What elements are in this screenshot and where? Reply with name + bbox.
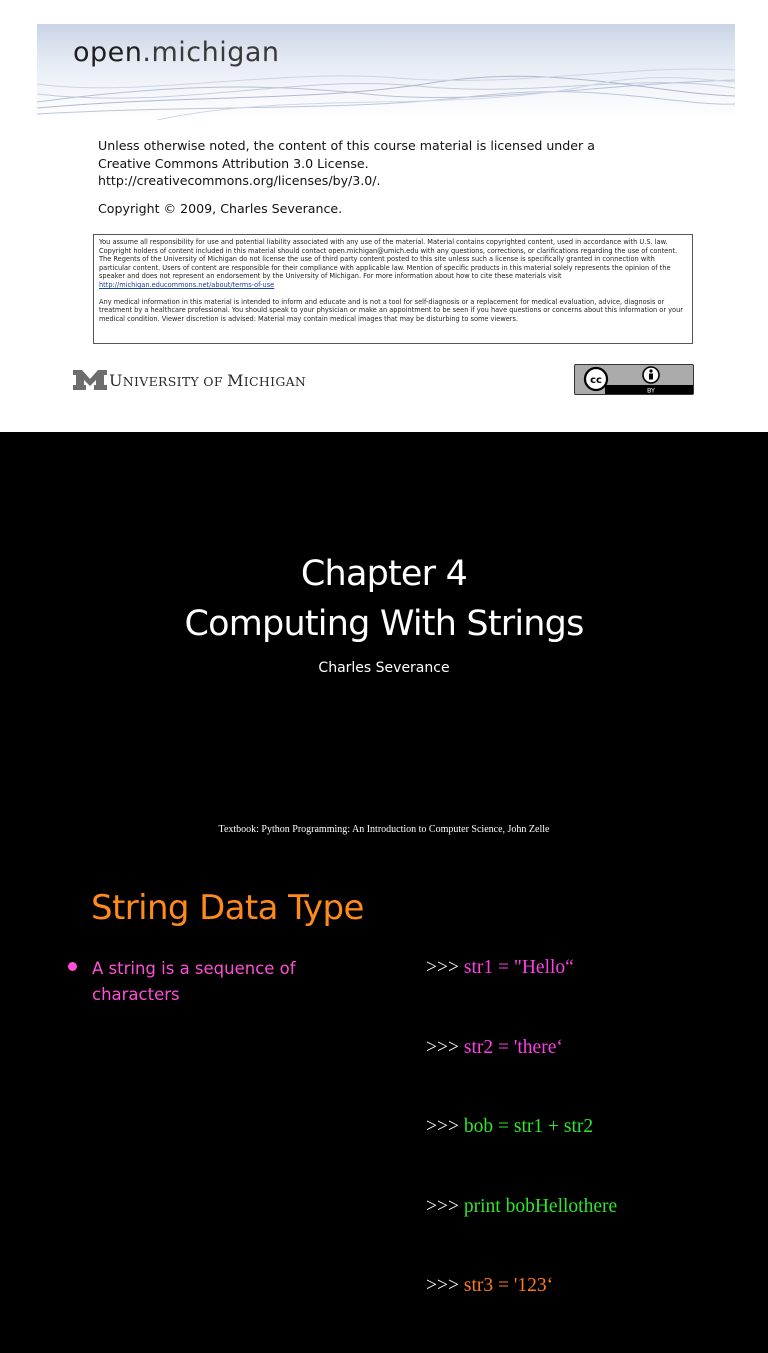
code-prompt: >>>: [426, 1036, 464, 1058]
bullet-point: [68, 956, 342, 1008]
code-prompt: >>>: [426, 957, 464, 978]
disclaimer-box: [93, 234, 693, 344]
terms-of-use-link[interactable]: http://michigan.educommons.net/about/terms-of-use: [99, 280, 275, 289]
license-statement: [98, 137, 698, 190]
disclaimer-paragraph-2: Any medical information in this material is intended to inform and educate and is not a tool for self-diagnosis or a replacement for medical evaluation, advice, diagnosis or treatment by a healthcare professional. You should speak to your physician or make an appointment to be seen if you have questions or concerns about this information or your medical condition. Viewer discretion is advised: Material may contain medical images that may be disturbing to some viewers.: [99, 297, 683, 323]
open-michigan-logo: [73, 37, 280, 68]
code-sample: [426, 902, 617, 1353]
university-of-michigan-logo: [73, 370, 306, 390]
logo-michigan: .michigan: [142, 37, 280, 68]
license-line-1: Unless otherwise noted, the content of this course material is licensed under a: [98, 138, 595, 153]
chapter-name: Computing With Strings: [184, 604, 584, 644]
block-m-icon: [73, 370, 107, 390]
code-line: [426, 1194, 617, 1221]
code-text: str1 = "Hello“: [463, 957, 574, 978]
textbook-reference: Textbook: Python Programming: An Introduction to Computer Science, John Zelle: [218, 824, 550, 835]
university-name: UNIVERSITY OF MICHIGAN: [109, 370, 307, 390]
code-text: bob = str1 + str2: [463, 1116, 594, 1137]
code-prompt: >>>: [426, 1275, 464, 1296]
code-line: [426, 955, 617, 982]
by-label: BY: [646, 386, 656, 394]
disclaimer-text-1: You assume all responsibility for use and potential liability associated with any use of the material. Material contains copyrighted content, used in accordance with U.S. law. Copyright holders of content included in this material should contact open.michigan@umich.edu with any questions, corrections, or clarifications regarding the use of content. The Regents of the University of Michigan do not license the use of third party content posted to this site unless such a license is specifically granted in connection with particular content. Users of content are responsible for their compliance with applicable law. Mention of specific products in this material solely represents the opinion of the speaker and does not represent an endorsement by the University of Michigan. For more information about how to cite these materials visit: [99, 238, 678, 281]
open-michigan-banner: [37, 24, 735, 120]
author-name: Charles Severance: [318, 660, 450, 676]
bullet-dot-icon: [68, 962, 77, 971]
creative-commons-by-badge[interactable]: [574, 364, 694, 395]
title-slide: [0, 432, 768, 864]
chapter-number: Chapter 4: [300, 554, 468, 594]
copyright-notice: Copyright © 2009, Charles Severance.: [98, 201, 343, 216]
code-text: print bobHellothere: [463, 1195, 618, 1217]
slide-title: [0, 549, 768, 649]
code-text: str3 = '123‘: [463, 1275, 554, 1296]
license-url: http://creativecommons.org/licenses/by/3.0/.: [98, 173, 381, 188]
bullet-text: A string is a sequence of characters: [92, 959, 296, 1004]
license-line-2: Creative Commons Attribution 3.0 License.: [98, 155, 369, 171]
string-data-type-slide: [0, 864, 768, 1296]
code-line: [426, 1035, 617, 1062]
code-text: str2 = 'there‘: [463, 1036, 563, 1058]
code-prompt: >>>: [426, 1116, 464, 1137]
disclaimer-paragraph-1: [99, 238, 687, 290]
logo-open: open: [73, 37, 143, 68]
code-line: [426, 1114, 617, 1141]
cc-label: cc: [590, 375, 602, 386]
license-slide: [0, 0, 768, 432]
slide-heading: String Data Type: [91, 888, 364, 928]
cc-by-icon: [575, 365, 693, 394]
code-line: [426, 1273, 617, 1300]
code-prompt: >>>: [426, 1195, 464, 1217]
